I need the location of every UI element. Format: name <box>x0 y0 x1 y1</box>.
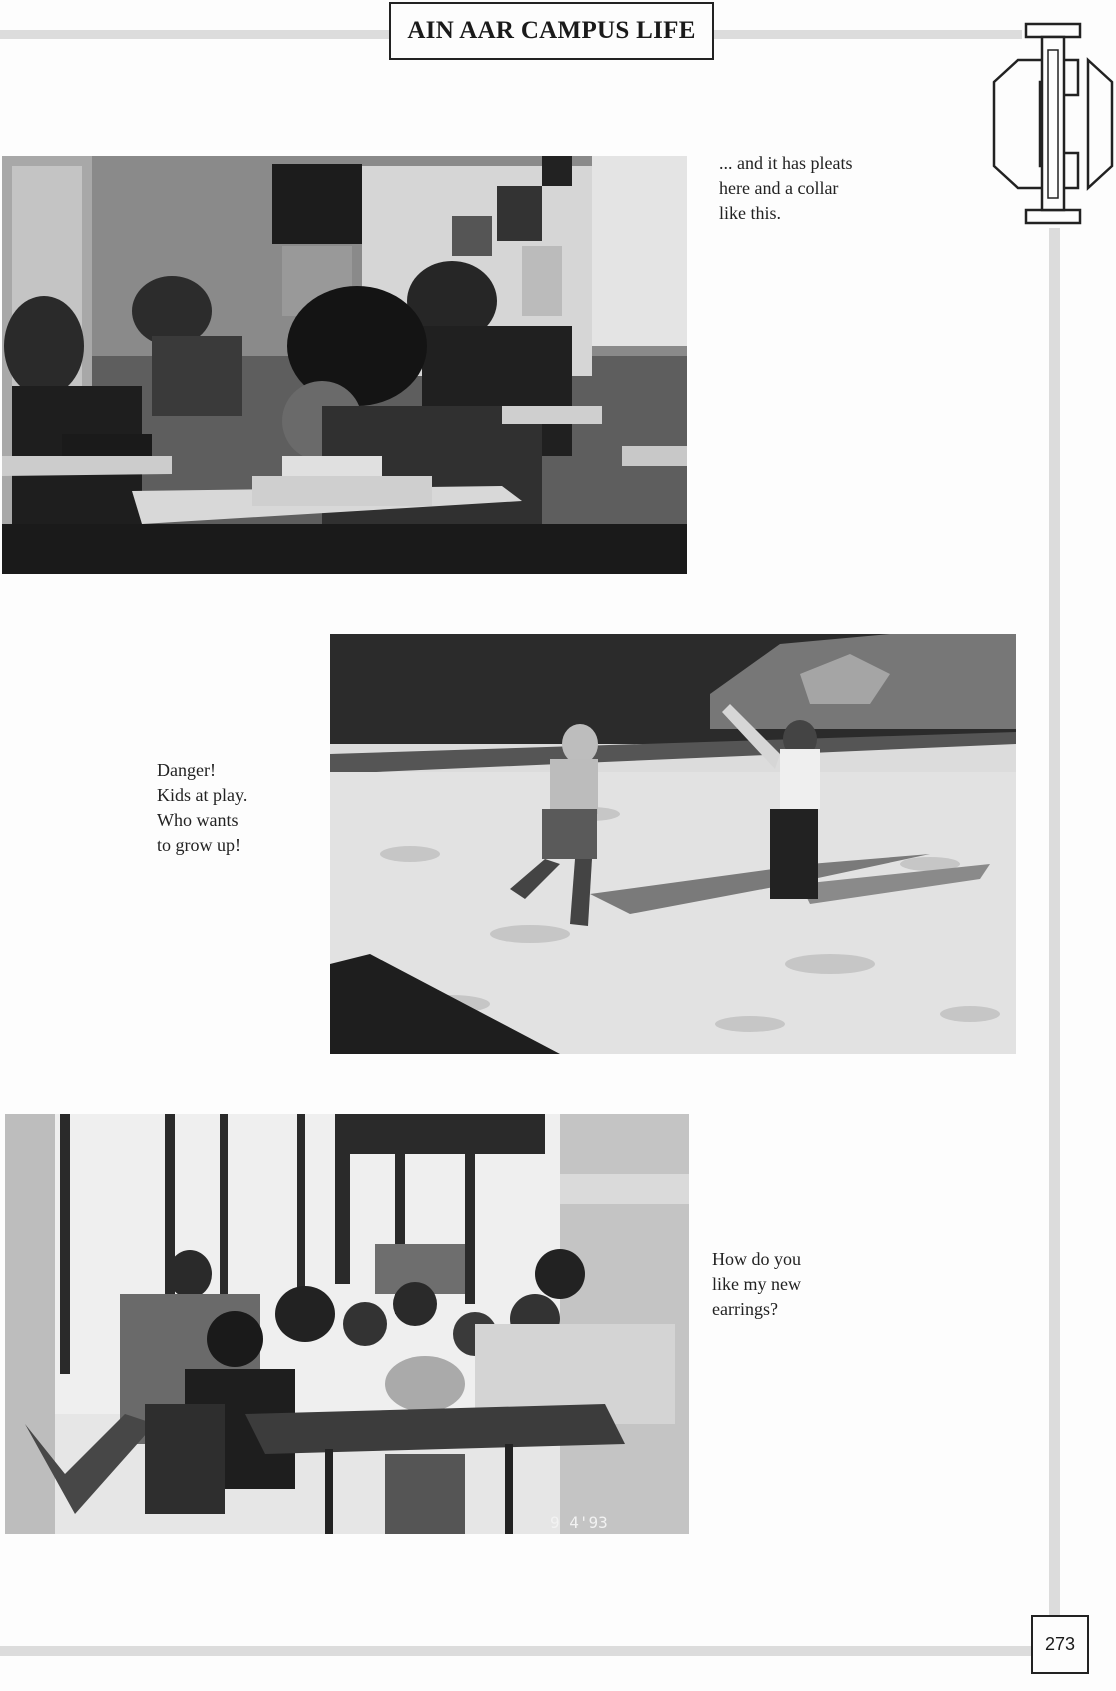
sandbox-photo <box>330 634 1016 1054</box>
kids-table-photo <box>5 1114 689 1534</box>
right-rule <box>1049 228 1060 1644</box>
ac-monogram-logo <box>990 20 1114 228</box>
classroom-scene-image <box>2 156 687 574</box>
caption-line: to grow up! <box>157 835 241 855</box>
caption-line: ... and it has pleats <box>719 153 853 173</box>
caption-line: Danger! <box>157 760 216 780</box>
caption-sandbox <box>157 758 247 858</box>
bottom-rule <box>0 1646 1031 1656</box>
photo-date-stamp: 9 4'93 <box>550 1513 608 1532</box>
sandbox-scene-image <box>330 634 1016 1054</box>
page-number-box <box>1031 1615 1089 1674</box>
classroom-photo <box>2 156 687 574</box>
caption-line: like this. <box>719 203 781 223</box>
caption-line: here and a collar <box>719 178 839 198</box>
caption-earrings <box>712 1247 801 1322</box>
caption-line: Kids at play. <box>157 785 248 805</box>
caption-line: earrings? <box>712 1299 778 1319</box>
caption-classroom <box>719 151 852 226</box>
kids-table-scene-image <box>5 1114 689 1534</box>
caption-line: Who wants <box>157 810 239 830</box>
section-title: AIN AAR CAMPUS LIFE <box>407 17 696 44</box>
page-number: 273 <box>1044 1634 1076 1654</box>
caption-line: like my new <box>712 1274 801 1294</box>
caption-line: How do you <box>712 1249 801 1269</box>
section-title-box <box>389 2 714 60</box>
